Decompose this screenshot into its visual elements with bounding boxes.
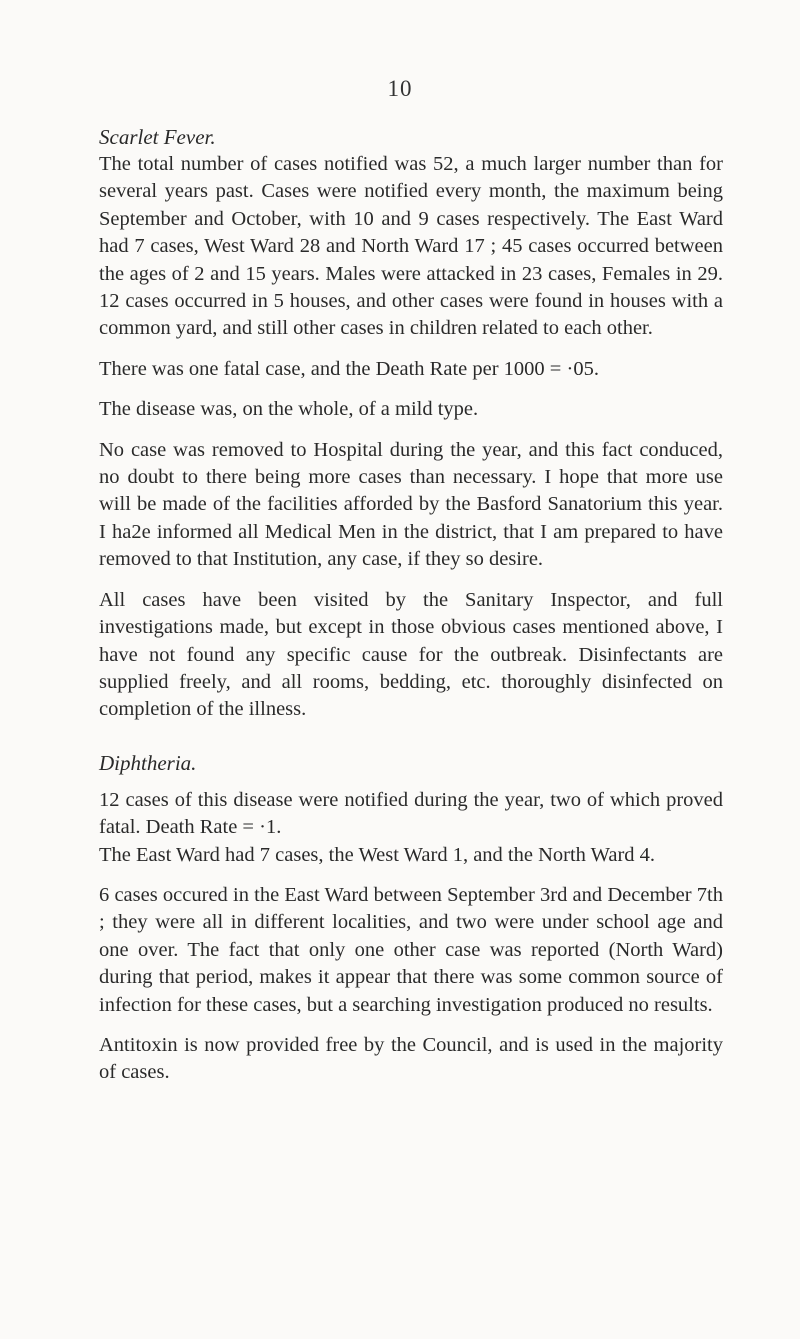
paragraph: 6 cases occured in the East Ward between September 3rd and December 7th ; they were all in different localities, and two were under school age and one over. The fact that only one other case was reported (North Ward) during that period, makes it appear that there was some common source of infection for these cases, but a searching investigation produced no results. — [99, 883, 723, 1016]
section-diphtheria — [99, 750, 723, 1087]
paragraph: The total number of cases notified was 52, a much larger number than for several years past. Cases were notified every month, the maximum being September and October, with 10 and 9 cases respectively. The East Ward had 7 cases, West Ward 28 and North Ward 17 ; 45 cases occurred between the ages of 2 and 15 years. Males were attacked in 23 cases, Females in 29. 12 cases occurred in 5 houses, and other cases were found in houses with a common yard, and still other cases in children related to each other. — [99, 153, 723, 340]
section-title-scarlet-fever: Scarlet Fever. — [99, 125, 216, 149]
page-number: 10 — [387, 76, 413, 101]
paragraph: All cases have been visited by the Sanitary Inspector, and full investigations made, but except in those obvious cases mentioned above, I have not found any specific cause for the outbreak. Disinfectants are supplied freely, and all rooms, bedding, etc. thoroughly disinfected on completion of the illness. — [99, 588, 723, 721]
paragraph: The disease was, on the whole, of a mild type. — [99, 398, 479, 421]
paragraph: The East Ward had 7 cases, the West Ward 1, and the North Ward 4. — [99, 843, 656, 866]
paragraph: No case was removed to Hospital during the year, and this fact conduced, no doubt to there being more cases than necessary. I hope that more use will be made of the facilities afforded by the Basford Sanatorium this year. I ha2e informed all Medical Men in the district, that I am prepared to have removed to that Institution, any case, if they so desire. — [99, 438, 723, 571]
paragraph: 12 cases of this disease were notified during the year, two of which proved fatal. Death Rate = ·1. — [99, 788, 723, 839]
document-body — [99, 124, 723, 1087]
section-title-diphtheria: Diphtheria. — [99, 750, 197, 775]
section-scarlet-fever — [99, 124, 723, 724]
paragraph: Antitoxin is now provided free by the Council, and is used in the majority of cases. — [99, 1033, 723, 1084]
paragraph: There was one fatal case, and the Death Rate per 1000 = ·05. — [99, 357, 599, 380]
